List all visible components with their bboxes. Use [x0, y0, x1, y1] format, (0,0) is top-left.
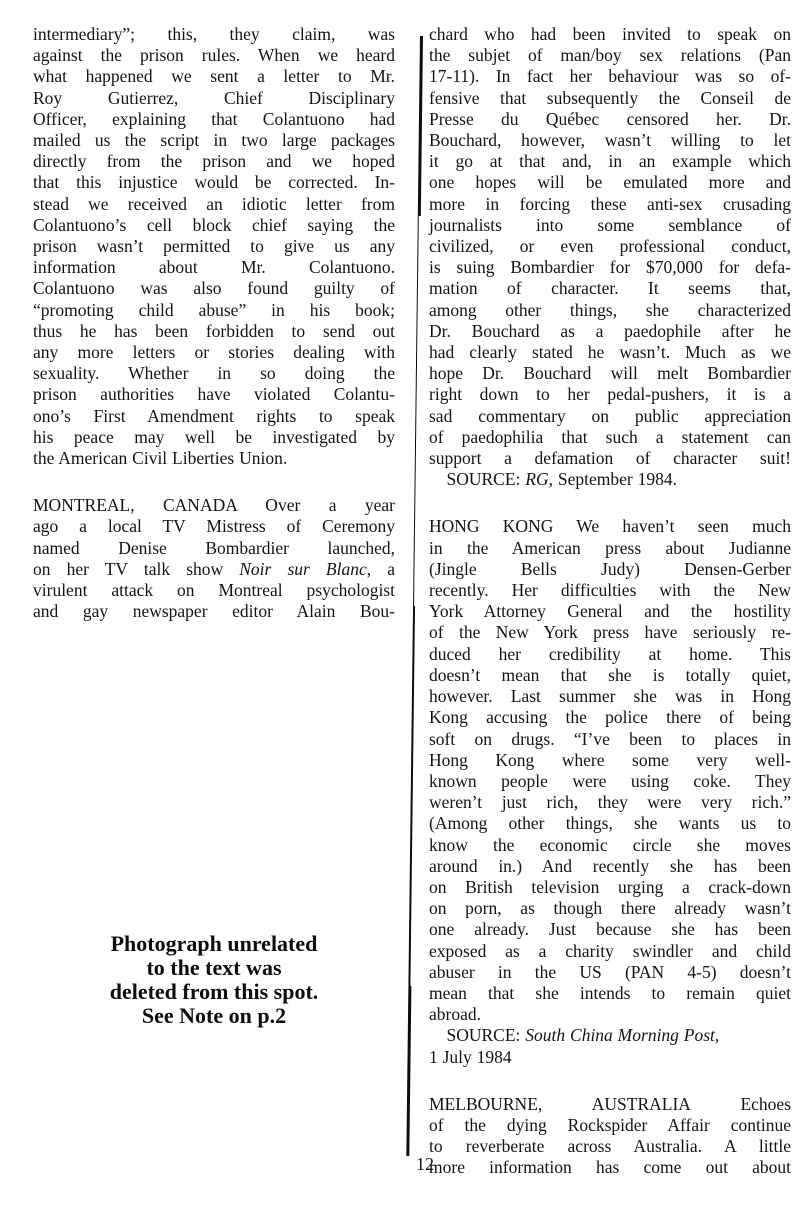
- divider-segment: [408, 606, 415, 986]
- text-line: mean that she intends to remain quiet: [429, 982, 791, 1003]
- text-line: civilized, or even professional conduct,: [429, 236, 791, 257]
- text-line: it go at that and, in an example which: [429, 151, 791, 172]
- text-line: soft on drugs. “I’ve been to places in: [429, 728, 791, 749]
- text-line: on her TV talk show Noir sur Blanc, a: [33, 558, 395, 579]
- text-line: chard who had been invited to speak on: [429, 24, 791, 44]
- text-line: recently. Her difficulties with the New: [429, 580, 791, 601]
- text-line: hope Dr. Bouchard will melt Bombardier: [429, 363, 791, 384]
- paragraph: [33, 24, 395, 469]
- text-line: Hong Kong where some very well-: [429, 749, 791, 770]
- text-line: deleted from this spot.: [109, 979, 319, 1005]
- text-line: in the American press about Judianne: [429, 537, 791, 558]
- text-line: of paedophilia that such a statement can: [429, 426, 791, 447]
- divider-segment: [413, 216, 419, 606]
- text-line: known people were using coke. They: [429, 770, 791, 791]
- text-line: Presse du Québec censored her. Dr.: [429, 108, 791, 129]
- text-line: MONTREAL, CANADA Over a year: [33, 495, 395, 516]
- text-line: thus he has been forbidden to send out: [33, 320, 395, 341]
- text-line: (Among other things, she wants us to: [429, 813, 791, 834]
- text-line: intermediary”; this, they claim, was: [33, 24, 395, 44]
- text-line: SOURCE: RG, September 1984.: [429, 469, 677, 490]
- paragraph: [33, 495, 395, 622]
- text-line: what happened we sent a letter to Mr.: [33, 66, 395, 87]
- text-line: directly from the prison and we hoped: [33, 151, 395, 172]
- text-line: any more letters or stories dealing with: [33, 342, 395, 363]
- text-line: (Jingle Bells Judy) Densen-Gerber: [429, 558, 791, 579]
- text-line: on porn, as though there already wasn’t: [429, 898, 791, 919]
- text-line: duced her credibility at home. This: [429, 643, 791, 664]
- text-line: “promoting child abuse” in his book;: [33, 299, 395, 320]
- column-divider-rule: [406, 36, 423, 1156]
- text-line: HONG KONG We haven’t seen much: [429, 516, 791, 537]
- text-line: of the dying Rockspider Affair continue: [429, 1114, 791, 1135]
- text-line: one already. Just because she has been: [429, 919, 791, 940]
- text-line: one hopes will be emulated more and: [429, 172, 791, 193]
- text-line: among other things, she characterized: [429, 299, 791, 320]
- text-line: to the text was: [146, 955, 282, 981]
- text-line: mailed us the script in two large packages: [33, 130, 395, 151]
- left-column: [33, 24, 395, 1028]
- text-line: prison wasn’t permitted to give us any: [33, 236, 395, 257]
- text-line: fensive that subsequently the Conseil de: [429, 87, 791, 108]
- text-line: however. Last summer she was in Hong: [429, 686, 791, 707]
- text-line: prison authorities have violated Colantu-: [33, 384, 395, 405]
- text-line: Officer, explaining that Colantuono had: [33, 108, 395, 129]
- text-line: Roy Gutierrez, Chief Disciplinary: [33, 87, 395, 108]
- text-line: exposed as a charity swindler and child: [429, 940, 791, 961]
- text-line: ono’s First Amendment rights to speak: [33, 405, 395, 426]
- text-line: information about Mr. Colantuono.: [33, 257, 395, 278]
- text-line: stead we received an idiotic letter from: [33, 193, 395, 214]
- text-line: his peace may well be investigated by: [33, 426, 395, 447]
- text-line: ago a local TV Mistress of Ceremony: [33, 516, 395, 537]
- text-line: to reverberate across Australia. A little: [429, 1136, 791, 1157]
- text-line: sad commentary on public appreciation: [429, 405, 791, 426]
- text-line: Dr. Bouchard as a paedophile after he: [429, 320, 791, 341]
- paragraph: [429, 24, 791, 490]
- text-line: know the economic circle she moves: [429, 834, 791, 855]
- text-line: right down to her pedal-pushers, it is a: [429, 384, 791, 405]
- paragraph: [429, 516, 791, 1067]
- text-line: See Note on p.2: [141, 1002, 287, 1028]
- paragraph: [429, 1094, 791, 1179]
- text-line: journalists into some semblance of: [429, 214, 791, 235]
- right-column: [429, 24, 791, 1205]
- text-line: around in.) And recently she has been: [429, 855, 791, 876]
- text-line: and gay newspaper editor Alain Bou-: [33, 601, 395, 622]
- page-number: 12: [416, 1154, 434, 1174]
- text-line: 1 July 1984: [429, 1046, 512, 1067]
- text-line: that this injustice would be corrected. In-: [33, 172, 395, 193]
- text-line: York Attorney General and the hostility: [429, 601, 791, 622]
- text-line: doesn’t mean that she is totally quiet,: [429, 664, 791, 685]
- text-line: against the prison rules. When we heard: [33, 45, 395, 66]
- text-line: MELBOURNE, AUSTRALIA Echoes: [429, 1093, 791, 1114]
- text-line: the American Civil Liberties Union.: [33, 448, 288, 469]
- text-line: of the New York press have seriously re-: [429, 622, 791, 643]
- divider-segment: [406, 986, 411, 1156]
- text-line: more information has come out about: [429, 1157, 791, 1178]
- text-line: SOURCE: South China Morning Post,: [429, 1025, 720, 1046]
- text-line: support a defamation of character suit!: [429, 448, 791, 469]
- text-line: virulent attack on Montreal psychologist: [33, 580, 395, 601]
- text-line: had clearly stated he wasn’t. Much as we: [429, 342, 791, 363]
- text-line: named Denise Bombardier launched,: [33, 537, 395, 558]
- text-line: Colantuono was also found guilty of: [33, 278, 395, 299]
- text-line: Bouchard, however, wasn’t willing to let: [429, 130, 791, 151]
- text-line: is suing Bombardier for $70,000 for defa-: [429, 257, 791, 278]
- text-line: on British television urging a crack-down: [429, 876, 791, 897]
- text-line: Photograph unrelated: [110, 931, 318, 957]
- text-line: abroad.: [429, 1004, 481, 1025]
- text-line: mation of character. It seems that,: [429, 278, 791, 299]
- divider-segment: [418, 36, 423, 216]
- text-line: more in forcing these anti-sex crusading: [429, 193, 791, 214]
- text-line: weren’t just rich, they were very rich.”: [429, 792, 791, 813]
- text-line: the subjet of man/boy sex relations (Pan: [429, 45, 791, 66]
- text-line: sexuality. Whether in so doing the: [33, 363, 395, 384]
- photo-deleted-notice: [33, 932, 395, 1027]
- text-line: Kong accusing the police there of being: [429, 707, 791, 728]
- text-line: abuser in the US (PAN 4-5) doesn’t: [429, 961, 791, 982]
- text-line: Colantuono’s cell block chief saying the: [33, 214, 395, 235]
- text-line: 17-11). In fact her behaviour was so of-: [429, 66, 791, 87]
